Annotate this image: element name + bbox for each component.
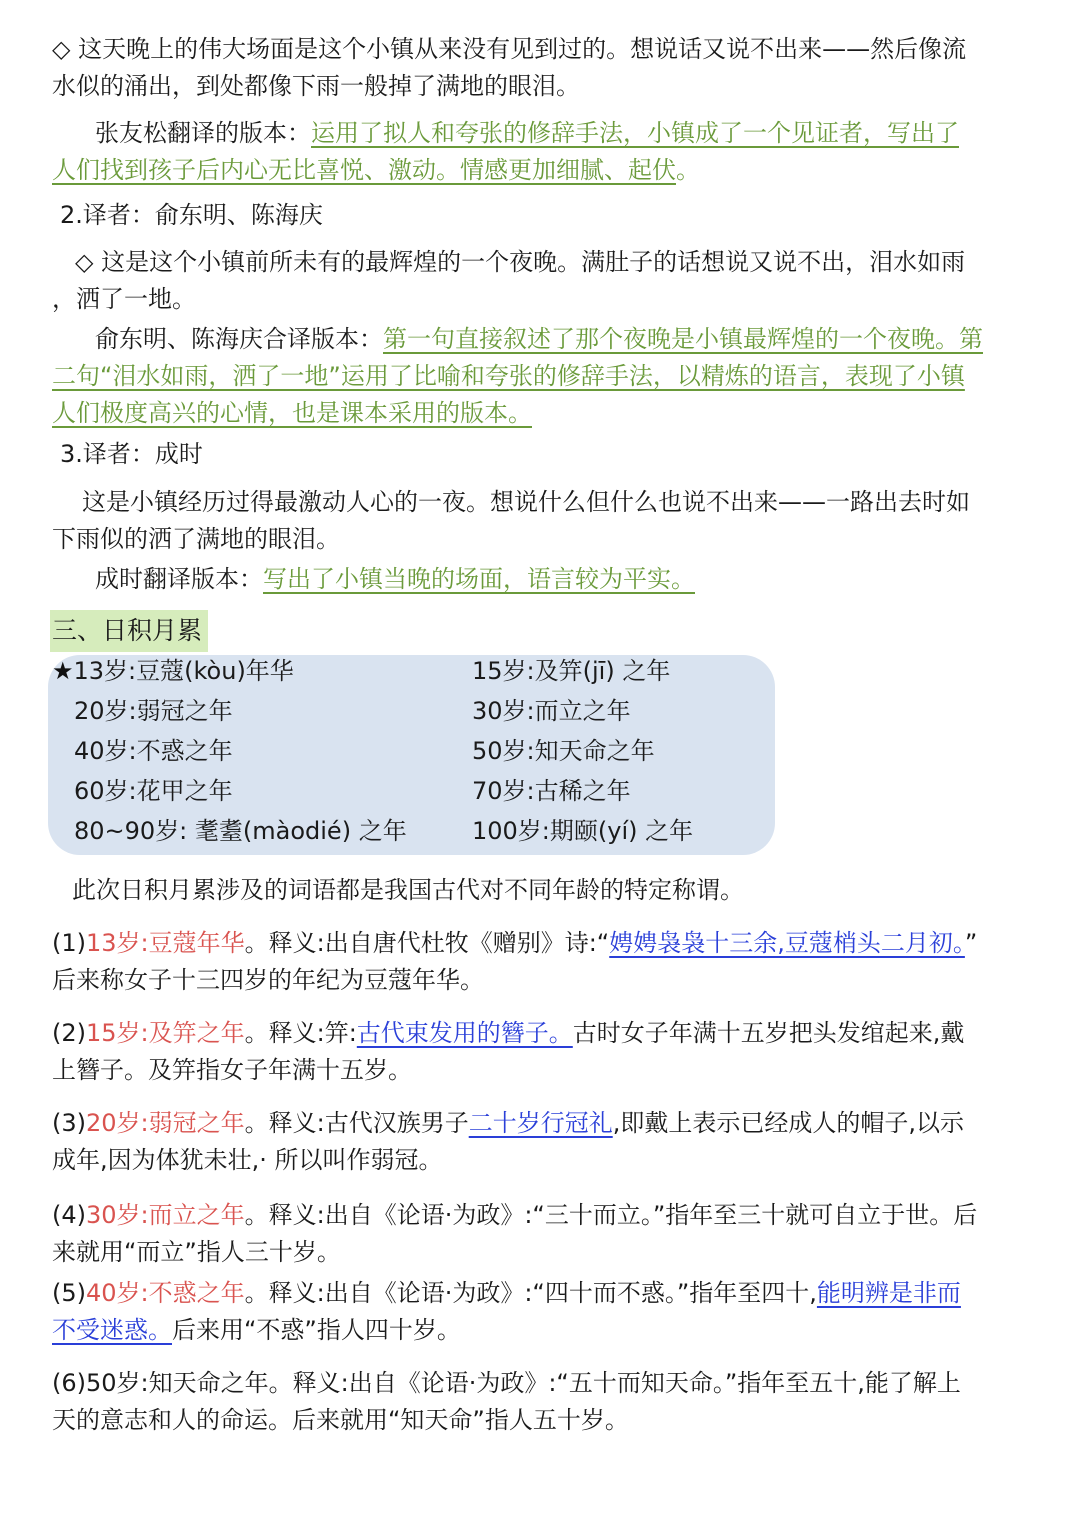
age-term: 100岁:期颐(yí) 之年 <box>472 817 694 845</box>
note-1: (1)13岁:豆蔻年华。释义:出自唐代杜牧《赠别》诗:“娉娉袅袅十三余,豆蔻梢头二月初。” <box>52 929 978 957</box>
translator-heading: 3.译者：成时 <box>60 440 203 468</box>
version-comment: 写出了小镇当晚的场面，语言较为平实。 <box>263 565 695 593</box>
star-icon: ★ <box>52 657 74 685</box>
age-term: 70岁:古稀之年 <box>472 777 631 805</box>
version-label: 张友松翻译的版本： <box>95 119 311 147</box>
age-term: 50岁:知天命之年 <box>472 737 655 765</box>
note-6: (6)50岁:知天命之年。释义:出自《论语·为政》:“五十而知天命。”指年至五十,能了解上 <box>52 1369 961 1397</box>
highlight-link: 能明辨是非而 <box>816 1279 961 1307</box>
note-term: 15岁:及笄之年 <box>86 1019 245 1047</box>
note-4-cont: 来就用“而立”指人三十岁。 <box>52 1238 341 1266</box>
version-comment-line <box>95 561 695 598</box>
version-label: 俞东明、陈海庆合译版本： <box>95 325 383 353</box>
highlight-link: 不受迷惑。 <box>52 1316 172 1344</box>
note-2-cont: 上簪子。及笄指女子年满十五岁。 <box>52 1056 412 1084</box>
version-comment-line <box>52 395 532 432</box>
version-comment: 人们极度高兴的心情，也是课本采用的版本。 <box>52 399 532 427</box>
version-comment-line <box>52 358 965 395</box>
version-comment-line <box>95 321 983 358</box>
quote-text: ◇ 这是这个小镇前所未有的最辉煌的一个夜晚。满肚子的话想说又说不出，泪水如雨 <box>75 248 966 276</box>
age-term: 40岁:不惑之年 <box>74 737 233 765</box>
highlight-link: 古代束发用的簪子。 <box>356 1019 573 1047</box>
version-comment: 人们找到孩子后内心无比喜悦、激动。情感更加细腻、起伏 <box>52 156 676 184</box>
age-term: 20岁:弱冠之年 <box>74 697 233 725</box>
quote-link: 娉娉袅袅十三余,豆蔻梢头二月初。 <box>609 929 965 957</box>
note-term: 30岁:而立之年 <box>86 1201 245 1229</box>
section-title: 三、日积月累 <box>50 610 208 652</box>
section-intro: 此次日积月累涉及的词语都是我国古代对不同年龄的特定称谓。 <box>72 876 744 904</box>
quote-text: 下雨似的洒了满地的眼泪。 <box>52 525 340 553</box>
age-term: 30岁:而立之年 <box>472 697 631 725</box>
age-term: 15岁:及笄(jī) 之年 <box>472 657 671 685</box>
quote-text: 这是小镇经历过得最激动人心的一夜。想说什么但什么也说不出来——一路出去时如 <box>82 488 970 516</box>
age-term: 60岁:花甲之年 <box>74 777 233 805</box>
note-3-cont: 成年,因为体犹未壮,· 所以叫作弱冠。 <box>52 1146 443 1174</box>
version-label: 成时翻译版本： <box>95 565 263 593</box>
note-term: 13岁:豆蔻年华 <box>86 929 245 957</box>
version-comment-line <box>95 115 959 152</box>
note-5-cont: 不受迷惑。后来用“不惑”指人四十岁。 <box>52 1316 461 1344</box>
version-comment: 运用了拟人和夸张的修辞手法，小镇成了一个见证者，写出了 <box>311 119 959 147</box>
highlight-link: 二十岁行冠礼 <box>468 1109 613 1137</box>
quote-text: 水似的涌出，到处都像下雨一般掉了满地的眼泪。 <box>52 72 580 100</box>
translator-heading: 2.译者：俞东明、陈海庆 <box>60 201 323 229</box>
note-6-cont: 天的意志和人的命运。后来就用“知天命”指人五十岁。 <box>52 1406 629 1434</box>
version-comment: 二句“泪水如雨，洒了一地”运用了比喻和夸张的修辞手法，以精炼的语言，表现了小镇 <box>52 362 965 390</box>
quote-text: ◇ 这天晚上的伟大场面是这个小镇从来没有见到过的。想说话又说不出来——然后像流 <box>52 35 967 63</box>
age-term: ★13岁:豆蔻(kòu)年华 <box>52 657 294 685</box>
note-1-cont: 后来称女子十三四岁的年纪为豆蔻年华。 <box>52 966 484 994</box>
note-4: (4)30岁:而立之年。释义:出自《论语·为政》:“三十而立。”指年至三十就可自立于世。后 <box>52 1201 978 1229</box>
note-5: (5)40岁:不惑之年。释义:出自《论语·为政》:“四十而不惑。”指年至四十,能明辨是非而 <box>52 1279 961 1307</box>
version-comment: 第一句直接叙述了那个夜晚是小镇最辉煌的一个夜晚。第 <box>383 325 983 353</box>
version-comment-line: 人们找到孩子后内心无比喜悦、激动。情感更加细腻、起伏。 <box>52 156 700 184</box>
note-term: 20岁:弱冠之年 <box>86 1109 245 1137</box>
note-2: (2)15岁:及笄之年。释义:笄:古代束发用的簪子。古时女子年满十五岁把头发绾起来,戴 <box>52 1019 965 1047</box>
age-term: 80~90岁: 耄耋(màodié) 之年 <box>74 817 407 845</box>
note-term: 40岁:不惑之年 <box>86 1279 245 1307</box>
quote-text: ，洒了一地。 <box>52 285 196 313</box>
note-3: (3)20岁:弱冠之年。释义:古代汉族男子二十岁行冠礼,即戴上表示已经成人的帽子,以示 <box>52 1109 964 1137</box>
